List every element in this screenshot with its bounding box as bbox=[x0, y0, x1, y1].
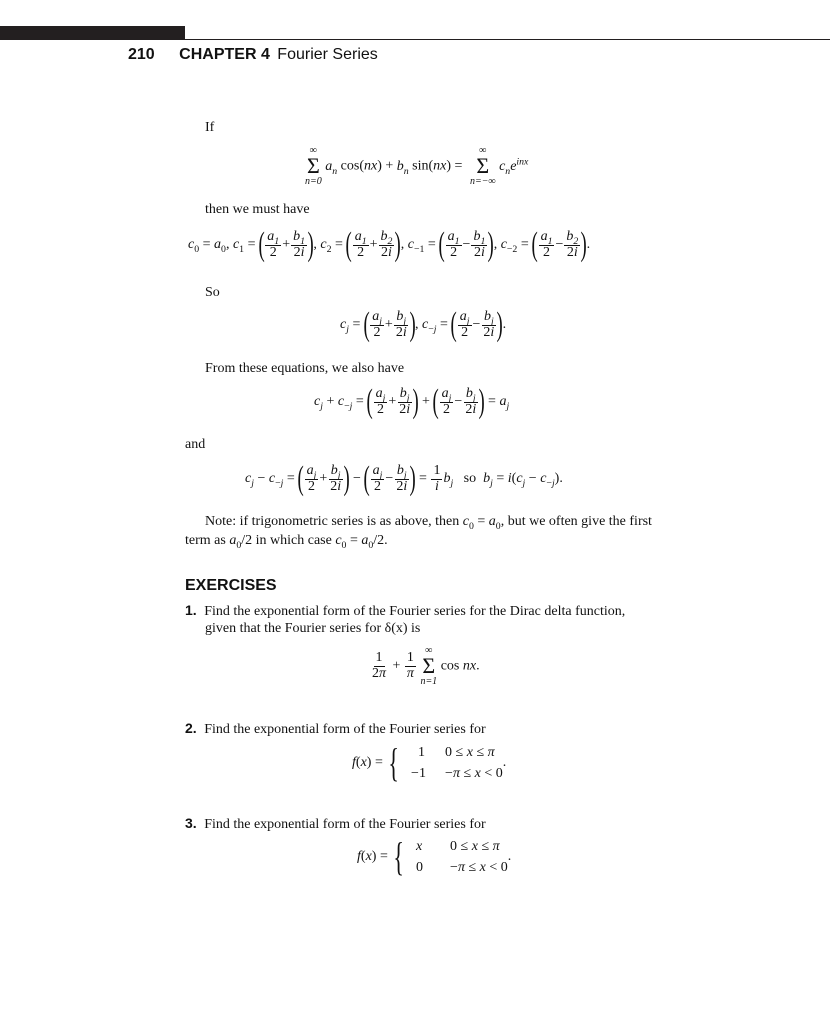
equation-piecewise-2: f(x) = { x 0 ≤ x ≤ π 0 −π ≤ x < 0 . bbox=[357, 834, 512, 879]
equation-piecewise-1: f(x) = { 1 0 ≤ x ≤ π −1 −π ≤ x < 0 . bbox=[352, 740, 507, 785]
equation-difference: $c_j - c_{-j}$ = ( $\frac{a_j}{2}$ + $\frac{b_j}{2i}$ ) − ( $\frac{a_j}{2}$ − $\frac{b_j}{2i}$ ) = $\frac{1}{i}$ $b_j$ so $b_j = i(c_j - c_{-j})$. bbox=[245, 460, 563, 497]
note-line-1: Note: if trigonometric series is as above, then $c_0 = a_0$, but we often give the first bbox=[205, 514, 652, 532]
page-number: 210 bbox=[128, 46, 155, 63]
exercise-2: 2. Find the exponential form of the Fourier series for bbox=[185, 720, 486, 737]
equation-sum: $c_j + c_{-j}$ = ( $\frac{a_j}{2}$ + $\frac{b_j}{2i}$ ) + ( $\frac{a_j}{2}$ − $\frac{b_j}{2i}$ ) = $a_j$ bbox=[314, 383, 510, 420]
equation-delta-series: $\frac{1}{2\pi}$ + $\frac{1}{\pi}$ ∞ Σ n=1 cos nx. bbox=[372, 645, 480, 687]
from-text: From these equations, we also have bbox=[205, 361, 405, 376]
exercise-1: 1. Find the exponential form of the Fourier series for the Dirac delta function, bbox=[185, 602, 626, 619]
exercise-number: 1. bbox=[185, 602, 197, 618]
exercise-3: 3. Find the exponential form of the Fourier series for bbox=[185, 815, 486, 832]
and-label: and bbox=[185, 437, 206, 452]
chapter-title: Fourier Series bbox=[277, 46, 378, 63]
header-rule bbox=[0, 39, 830, 40]
exercise-1-line-2: given that the Fourier series for δ(x) is bbox=[205, 621, 421, 636]
equation-cj: $c_j$ = ( $\frac{a_j}{2}$ + $\frac{b_j}{2i}$ ), $c_{-j}$ = ( $\frac{a_j}{2}$ − $\frac{b_j}{2i}$ ). bbox=[340, 306, 507, 343]
note-line-2: term as $a_0/2$ in which case $c_0 = a_0/2$. bbox=[185, 533, 388, 551]
then-text: then we must have bbox=[205, 202, 310, 217]
if-label: If bbox=[205, 120, 215, 135]
so-label: So bbox=[205, 285, 220, 300]
chapter-label: CHAPTER 4 bbox=[179, 46, 270, 63]
exercise-number: 3. bbox=[185, 815, 197, 831]
equation-coefficients: $c_0 = a_0$, $c_1$ = ( $\frac{a_1}{2}$ + $\frac{b_1}{2i}$ ), $c_2$ = ( $\frac{a_1}{2}$ + $\frac{b_2}{2i}$ ), $c_{-1}$ = ( $\frac{a_1}{2}$ − $\frac{b_1}{2i}$ ), $c_{-2}$ = ( $\frac{a_1}{2}$ − $\frac{b_2}{2i}$ ). bbox=[188, 226, 591, 263]
header-bar bbox=[0, 26, 185, 39]
exercises-heading: EXERCISES bbox=[185, 577, 277, 594]
equation-series-equality: ∞ Σ n=0 $a_n$ $\cos(nx) + b_n$ sin(nx) = ∞ Σ n=−∞ $c_ne^{inx}$ bbox=[305, 145, 529, 187]
exercise-number: 2. bbox=[185, 720, 197, 736]
running-header bbox=[128, 46, 378, 64]
so-inline: so bbox=[463, 471, 477, 487]
